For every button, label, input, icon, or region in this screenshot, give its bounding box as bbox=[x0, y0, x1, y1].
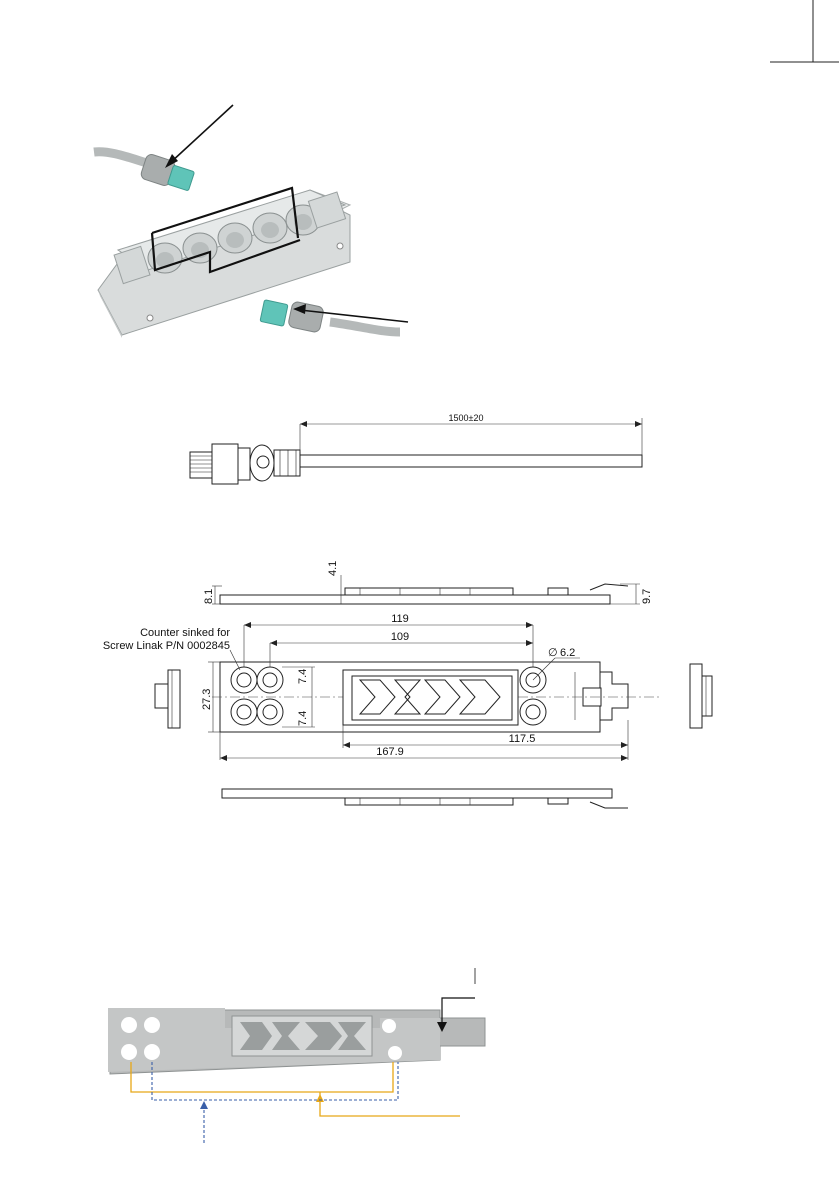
dim-8-1: 8.1 bbox=[203, 588, 215, 604]
plate-right-end-view bbox=[690, 664, 712, 728]
plug-lower bbox=[260, 300, 400, 333]
counter-sink-note-line2: Screw Linak P/N 0002845 bbox=[102, 640, 230, 652]
plate-3d-illustration bbox=[108, 968, 485, 1143]
crop-marks bbox=[770, 0, 839, 62]
counter-sink-note-line1: Counter sinked for bbox=[140, 627, 230, 639]
dim-117-5: 117.5 bbox=[508, 733, 536, 745]
dim-109: 109 bbox=[390, 631, 410, 643]
plate-side-view-top bbox=[203, 561, 653, 604]
cable-drawing bbox=[190, 413, 642, 484]
plate-side-view-bottom bbox=[222, 789, 628, 808]
plate-technical-drawing bbox=[103, 561, 712, 808]
plug-upper bbox=[94, 152, 195, 191]
dim-119: 119 bbox=[391, 613, 409, 625]
dim-167-9: 167.9 bbox=[376, 746, 404, 758]
plate-top-view bbox=[103, 613, 660, 761]
dim-4-1: 4.1 bbox=[327, 560, 339, 576]
plate-left-end-view bbox=[155, 670, 180, 728]
cable-length-dimension: 1500±20 bbox=[448, 413, 484, 423]
dim-7-4-top: 7.4 bbox=[297, 668, 309, 684]
dim-9-7: 9.7 bbox=[641, 588, 653, 604]
dim-7-4-bottom: 7.4 bbox=[297, 710, 309, 726]
dim-27-3: 27.3 bbox=[201, 688, 213, 710]
hub-3d-illustration bbox=[94, 105, 408, 338]
dim-hole-diameter: 6.2 bbox=[560, 647, 576, 659]
dim-hole-diameter-symbol: ∅ bbox=[548, 647, 558, 659]
